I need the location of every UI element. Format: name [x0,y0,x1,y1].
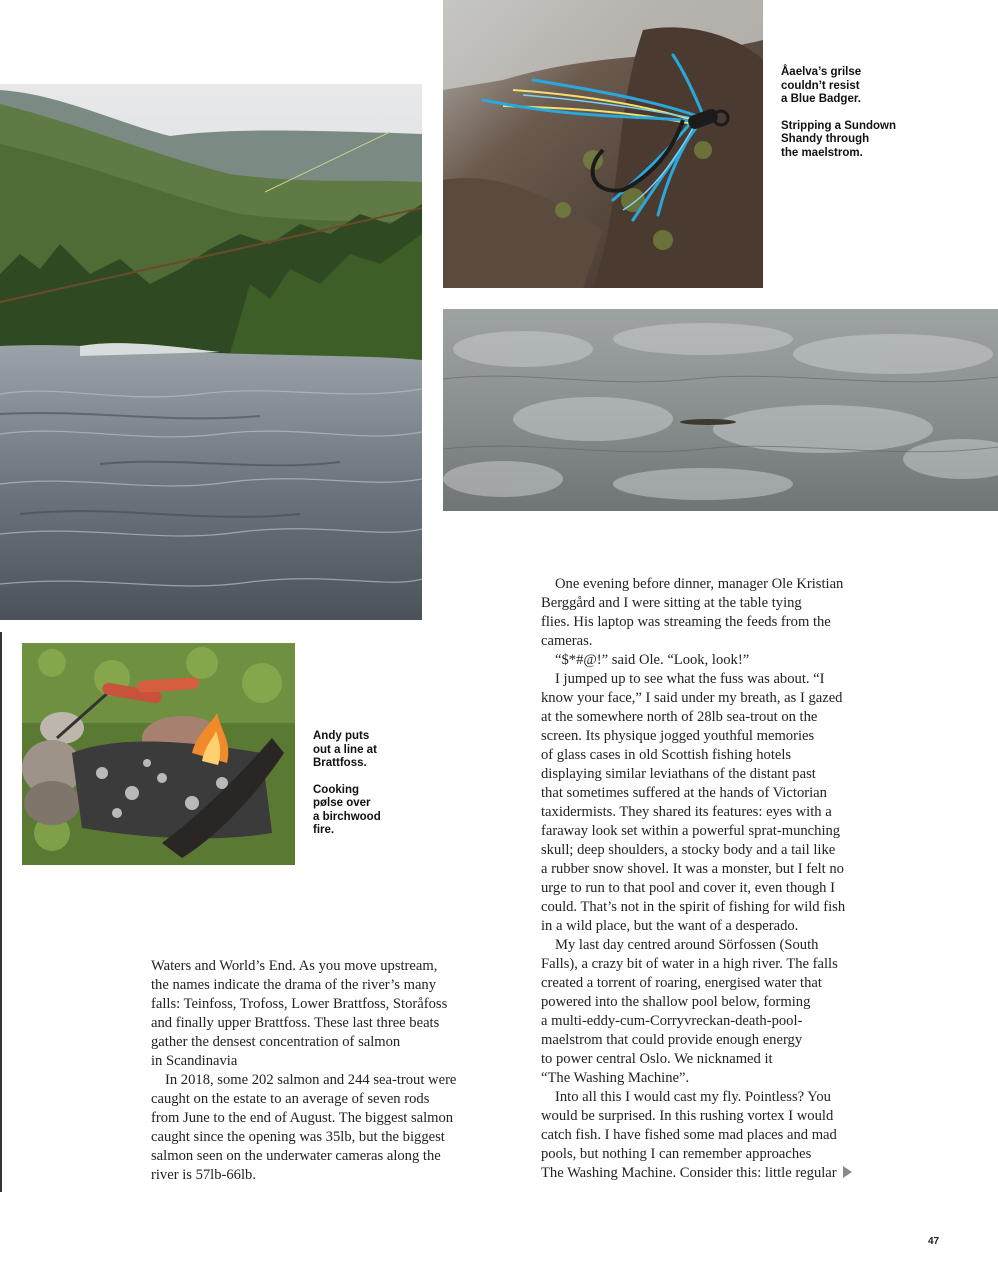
fly-photo-captions [781,66,931,173]
continue-arrow-icon [843,1166,852,1178]
left-text-column [151,957,521,1185]
caption-sundown-shandy: Stripping a Sundown Shandy through the maelstrom. [781,119,896,159]
right-paragraph-3: I jumped up to see what the fuss was about. “I know your face,” I said under my breath, as I gazed at the somewhere north of 28lb sea-trout on the screen. Its physique jogged youthful memories of glass cases in old Scottish fishing hotels displaying similar leviathans of the distant past that sometimes suffered at the hands of Victorian taxidermists. They shared its features: eyes with a faraway look set within a powerful sprat-munching skull; deep shoulders, a stocky body and a tail like a rubber snow shovel. It was a monster, but I felt no urge to run to that pool and cover it, even though I could. That’s not in the spirit of fishing for wild fish in a wild place, but the want of a desperado. [541,671,846,934]
right-paragraph-5: Into all this I would cast my fly. Pointless? You would be surprised. In this rushing vortex I would catch fish. I have fished some mad places and mad pools, but nothing I can remember approaches The Washing Machine. Consider this: little regular [541,1089,837,1181]
column-rule [0,632,2,1192]
fly-photo [443,0,763,288]
caption-blue-badger: Åaelva’s grilse couldn’t resist a Blue Badger. [781,66,862,105]
right-paragraph-1: One evening before dinner, manager Ole Kristian Berggård and I were sitting at the table tying flies. His laptop was streaming the feeds from the cameras. [541,576,844,649]
right-paragraph-2: “$*#@!” said Ole. “Look, look!” [555,652,750,668]
right-paragraph-5-wrap [541,1088,911,1183]
fire-photo [22,643,295,865]
caption-andy-line: Andy puts out a line at Brattfoss. [313,730,377,769]
river-photo [0,84,422,620]
left-paragraph-1: Waters and World’s End. As you move upstream, the names indicate the drama of the river’s many falls: Teinfoss, Trofoss, Lower Brattfoss, Storåfoss and finally upper Brattfoss. These last three beats gather the densest concentration of salmon in Scandinavia [151,958,448,1069]
page-number: 47 [928,1236,940,1247]
right-paragraph-4: My last day centred around Sörfossen (South Falls), a crazy bit of water in a high river. The falls created a torrent of roaring, energised water that powered into the shallow pool below, forming a multi-eddy-cum-Corryvreckan-death-pool- maelstrom that could provide enough energy to power central Oslo. We nicknamed it “The Washing Machine”. [541,937,838,1086]
underwater-photo [443,309,998,511]
right-text-column [541,575,911,1183]
left-paragraph-2: In 2018, some 202 salmon and 244 sea-trout were caught on the estate to an average of seven rods from June to the end of August. The biggest salmon caught since the opening was 35lb, but the biggest salmon seen on the underwater cameras along the river is 57lb-66lb. [151,1072,457,1183]
fire-photo-captions [313,730,423,851]
caption-cooking-polse: Cooking pølse over a birchwood fire. [313,783,381,836]
